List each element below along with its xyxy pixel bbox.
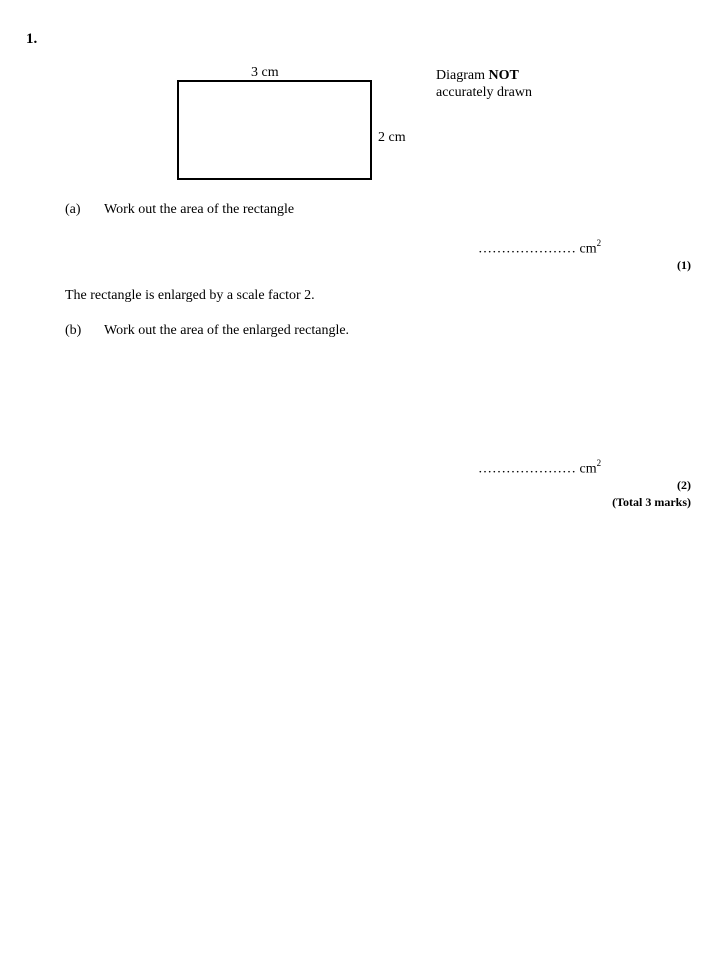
part-b-answer-line[interactable] <box>478 460 601 477</box>
part-a-unit-power: 2 <box>596 238 602 248</box>
diagram-note-emphasis: NOT <box>488 68 519 83</box>
part-b-answer-dots: ………………… cm <box>478 461 597 477</box>
rectangle-width-label: 3 cm <box>251 65 279 80</box>
part-b-marks: (2) <box>677 478 691 492</box>
part-b-unit-power: 2 <box>596 458 602 468</box>
diagram-note-prefix: Diagram <box>436 68 489 83</box>
part-b-label: (b) <box>65 323 82 338</box>
diagram-note-line1 <box>436 69 519 83</box>
part-a-answer-dots: ………………… cm <box>478 241 597 257</box>
rectangle-height-label: 2 cm <box>378 130 406 145</box>
part-b-question: Work out the area of the enlarged rectangle. <box>104 323 350 338</box>
question-number: 1. <box>26 31 38 47</box>
total-marks: (Total 3 marks) <box>612 495 691 509</box>
part-a-answer-line[interactable] <box>478 240 601 257</box>
part-a-marks: (1) <box>677 258 691 272</box>
enlargement-statement: The rectangle is enlarged by a scale factor 2. <box>65 288 315 303</box>
rectangle-diagram <box>177 80 372 180</box>
part-a-label: (a) <box>65 202 81 217</box>
diagram-note-line2: accurately drawn <box>436 85 532 100</box>
part-a-question: Work out the area of the rectangle <box>104 202 295 217</box>
